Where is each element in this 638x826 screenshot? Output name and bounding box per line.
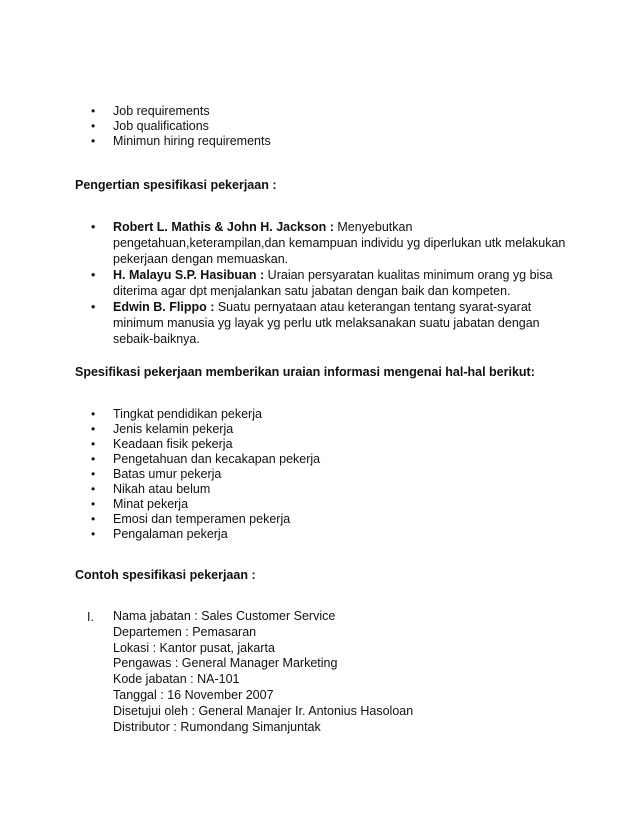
- definition-author: Edwin B. Flippo :: [113, 300, 215, 314]
- bullet-icon: •: [91, 104, 96, 118]
- example-line: Nama jabatan : Sales Customer Service: [113, 609, 336, 623]
- list-item-text: Keadaan fisik pekerja: [113, 437, 233, 451]
- bullet-icon: •: [91, 300, 96, 314]
- example-line: Lokasi : Kantor pusat, jakarta: [113, 640, 275, 655]
- list-item: [91, 452, 320, 467]
- example-line: Departemen : Pemasaran: [113, 624, 257, 639]
- example-line: Distributor : Rumondang Simanjuntak: [113, 719, 321, 734]
- heading-info: Spesifikasi pekerjaan memberikan uraian informasi mengenai hal-hal berikut:: [75, 365, 535, 379]
- list-item-text: Minimun hiring requirements: [113, 134, 271, 148]
- list-item: [91, 119, 271, 134]
- list-item: [91, 422, 320, 437]
- bullet-icon: •: [91, 119, 96, 133]
- bullet-icon: •: [91, 422, 96, 436]
- bullet-icon: •: [91, 482, 96, 496]
- list-item-text: Minat pekerja: [113, 497, 189, 511]
- example-list: [87, 609, 413, 735]
- bullet-icon: •: [91, 407, 96, 421]
- definition-author: Robert L. Mathis & John H. Jackson :: [113, 220, 334, 234]
- list-item: [91, 512, 320, 527]
- list-item: [91, 104, 271, 119]
- definition-author: H. Malayu S.P. Hasibuan :: [113, 268, 265, 282]
- example-item: [87, 609, 413, 735]
- definition-text: Menyebutkan pengetahuan,keterampilan,dan kemampuan individu yg diperlukan utk melakukan pekerjaan dengan memuaskan.: [113, 220, 566, 266]
- list-item: [91, 467, 320, 482]
- list-item-text: Pengetahuan dan kecakapan pekerja: [113, 452, 321, 466]
- list-item-text: Pengalaman pekerja: [113, 527, 228, 541]
- list-item: [91, 407, 320, 422]
- list-item: [91, 134, 271, 149]
- definitions-list: [91, 219, 571, 347]
- list-item-text: Nikah atau belum: [113, 482, 211, 496]
- bullet-icon: •: [91, 134, 96, 148]
- definition-item: [91, 219, 571, 267]
- requirements-list: [91, 104, 271, 149]
- list-item: [91, 527, 320, 542]
- definition-item: [91, 267, 571, 299]
- example-line: Pengawas : General Manager Marketing: [113, 656, 338, 671]
- bullet-icon: •: [91, 467, 96, 481]
- bullet-icon: •: [91, 437, 96, 451]
- example-line: Tanggal : 16 November 2007: [113, 687, 274, 702]
- list-item: [91, 437, 320, 452]
- list-item: [91, 482, 320, 497]
- bullet-icon: •: [91, 497, 96, 511]
- list-item-text: Jenis kelamin pekerja: [113, 422, 234, 436]
- heading-definition: Pengertian spesifikasi pekerjaan :: [75, 178, 277, 192]
- list-item-text: Emosi dan temperamen pekerja: [113, 512, 291, 526]
- definition-text: Suatu pernyataan atau keterangan tentang syarat-syarat minimum manusia yg layak yg perlu utk melaksanakan suatu jabatan dengan sebaik-baiknya.: [113, 300, 540, 346]
- bullet-icon: •: [91, 268, 96, 282]
- bullet-icon: •: [91, 527, 96, 541]
- list-item-text: Tingkat pendidikan pekerja: [113, 407, 262, 421]
- example-line: Kode jabatan : NA-101: [113, 672, 240, 687]
- bullet-icon: •: [91, 452, 96, 466]
- list-item-text: Job qualifications: [113, 119, 209, 133]
- list-item-text: Job requirements: [113, 104, 210, 118]
- info-list: [91, 407, 320, 542]
- bullet-icon: •: [91, 220, 96, 234]
- example-line: Disetujui oleh : General Manajer Ir. Antonius Hasoloan: [113, 703, 414, 718]
- list-item: [91, 497, 320, 512]
- bullet-icon: •: [91, 512, 96, 526]
- heading-example: Contoh spesifikasi pekerjaan :: [75, 568, 256, 582]
- list-number: I.: [87, 610, 94, 624]
- definition-item: [91, 299, 571, 347]
- list-item-text: Batas umur pekerja: [113, 467, 222, 481]
- definition-text: Uraian persyaratan kualitas minimum orang yg bisa diterima agar dpt menjalankan satu jabatan dengan baik dan kompeten.: [113, 268, 553, 298]
